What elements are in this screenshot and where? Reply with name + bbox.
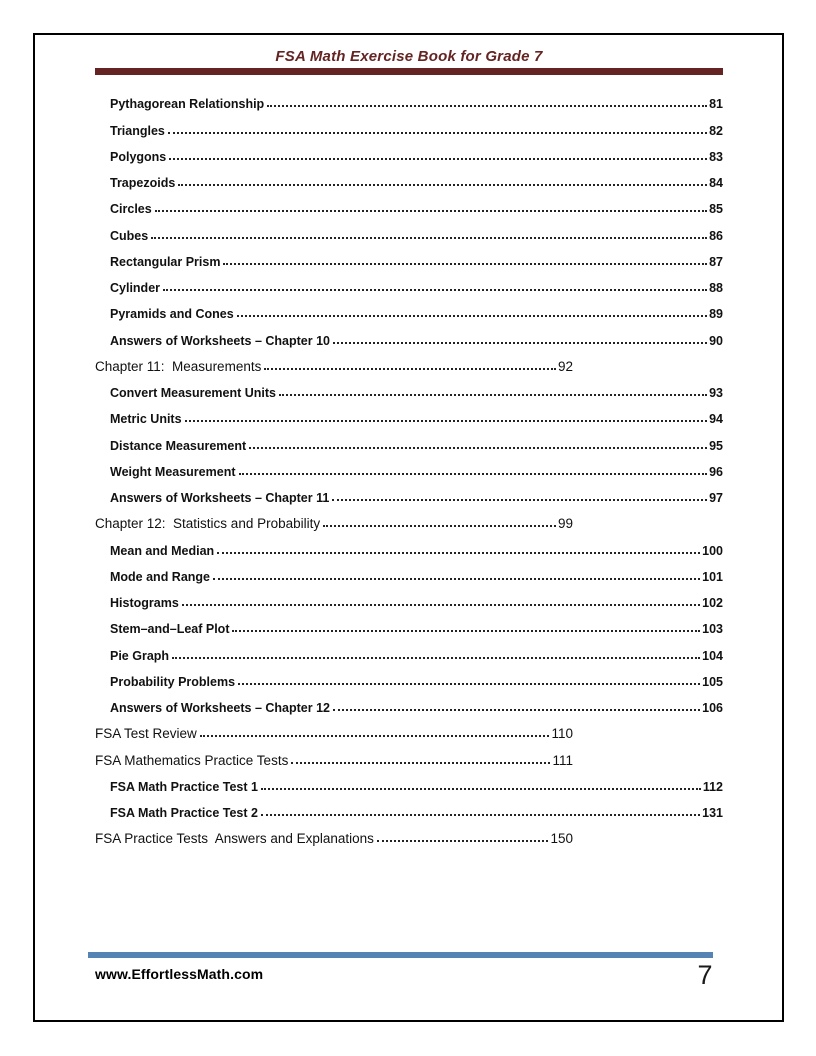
toc-dotted-leader (279, 394, 707, 396)
toc-entry-page-number: 150 (550, 831, 573, 847)
toc-entry[interactable] (95, 295, 723, 321)
toc-dotted-leader (239, 473, 708, 475)
toc-entry[interactable] (95, 216, 723, 242)
toc-entry-label: Triangles (110, 123, 165, 138)
toc-entry-label: Pythagorean Relationship (110, 97, 265, 112)
toc-entry[interactable] (95, 584, 723, 610)
toc-dotted-leader (267, 105, 707, 107)
toc-entry-page-number: 89 (709, 307, 723, 322)
toc-entry[interactable] (95, 479, 723, 505)
toc-entry[interactable] (95, 400, 723, 426)
toc-entry-label: Histograms (110, 596, 179, 610)
toc-dotted-leader (151, 237, 707, 239)
toc-entry-page-number: 87 (709, 254, 723, 269)
toc-entry-label: FSA Math Practice Test 1 (110, 779, 258, 794)
toc-dotted-leader (185, 420, 708, 422)
toc-entry-page-number: 93 (709, 386, 723, 400)
toc-entry-page-number: 85 (709, 202, 723, 217)
toc-dotted-leader (169, 158, 707, 160)
toc-dotted-leader (332, 499, 707, 501)
toc-entry[interactable] (95, 138, 723, 164)
toc-entry[interactable] (95, 531, 723, 557)
toc-entry-label: Cylinder (110, 281, 161, 295)
toc-entry-label: Answers of Worksheets – Chapter 10 (110, 333, 330, 348)
page-content (95, 48, 723, 846)
toc-entry-page-number: 103 (702, 622, 723, 637)
toc-entry-page-number: 102 (702, 596, 723, 610)
toc-entry[interactable] (95, 741, 573, 767)
toc-entry-page-number: 92 (557, 358, 573, 374)
toc-dotted-leader (249, 447, 707, 449)
toc-entry-page-number: 96 (709, 464, 723, 479)
toc-dotted-leader (261, 814, 700, 816)
toc-entry-page-number: 97 (709, 491, 723, 505)
header-rule (95, 68, 723, 75)
table-of-contents (95, 85, 723, 846)
toc-entry[interactable] (95, 111, 723, 137)
toc-entry-page-number: 104 (702, 648, 723, 663)
page-number: 7 (697, 960, 713, 990)
toc-entry[interactable] (95, 715, 573, 741)
toc-entry[interactable] (95, 794, 723, 820)
toc-dotted-leader (333, 709, 700, 711)
toc-entry-label: FSA Practice Tests Answers and Explanations (95, 831, 374, 847)
toc-dotted-leader (223, 263, 707, 265)
toc-entry-label: Convert Measurement Units (110, 386, 277, 400)
toc-entry-label: Weight Measurement (110, 464, 236, 479)
toc-entry[interactable] (95, 85, 723, 111)
toc-entry[interactable] (95, 164, 723, 190)
toc-dotted-leader (168, 132, 707, 134)
toc-entry-label: Distance Measurement (110, 438, 247, 453)
toc-entry[interactable] (95, 636, 723, 662)
toc-dotted-leader (264, 368, 556, 370)
toc-entry-label: Trapezoids (110, 176, 176, 190)
toc-entry-page-number: 106 (702, 701, 723, 715)
toc-dotted-leader (238, 683, 700, 685)
toc-entry-page-number: 90 (709, 333, 723, 348)
toc-entry-label: FSA Mathematics Practice Tests (95, 752, 289, 768)
toc-entry[interactable] (95, 269, 723, 295)
toc-entry-page-number: 88 (709, 281, 723, 295)
toc-entry-page-number: 82 (709, 123, 723, 138)
toc-entry[interactable] (95, 453, 723, 479)
toc-entry-label: Mode and Range (110, 569, 211, 584)
toc-dotted-leader (200, 735, 550, 737)
toc-entry-page-number: 100 (702, 543, 723, 558)
toc-entry[interactable] (95, 426, 723, 452)
book-title-header: FSA Math Exercise Book for Grade 7 (275, 48, 543, 65)
footer-rule (88, 952, 713, 958)
toc-entry[interactable] (95, 321, 723, 347)
toc-entry[interactable] (95, 558, 723, 584)
toc-dotted-leader (182, 604, 700, 606)
toc-entry-label: Answers of Worksheets – Chapter 11 (110, 491, 330, 505)
toc-dotted-leader (172, 657, 700, 659)
toc-entry-label: Answers of Worksheets – Chapter 12 (110, 701, 330, 715)
toc-dotted-leader (155, 210, 707, 212)
toc-entry-page-number: 131 (702, 806, 723, 820)
toc-entry-label: Metric Units (110, 412, 182, 427)
toc-entry-page-number: 112 (702, 779, 723, 794)
toc-entry-page-number: 99 (557, 516, 573, 532)
toc-entry[interactable] (95, 374, 723, 400)
toc-entry-page-number: 83 (709, 149, 723, 164)
toc-entry-label: Polygons (110, 149, 167, 164)
toc-entry-page-number: 95 (709, 438, 723, 453)
toc-entry[interactable] (95, 689, 723, 715)
toc-dotted-leader (217, 552, 700, 554)
toc-entry[interactable] (95, 348, 573, 374)
footer-website-link[interactable]: www.EffortlessMath.com (95, 966, 264, 982)
toc-dotted-leader (261, 788, 701, 790)
toc-dotted-leader (163, 289, 707, 291)
toc-entry[interactable] (95, 505, 573, 531)
toc-entry[interactable] (95, 820, 573, 846)
toc-entry-label: Stem–and–Leaf Plot (110, 622, 230, 637)
toc-entry-page-number: 105 (702, 674, 723, 689)
toc-entry-page-number: 111 (552, 752, 573, 768)
toc-entry-page-number: 86 (709, 228, 723, 243)
toc-entry-label: Mean and Median (110, 543, 215, 558)
toc-dotted-leader (323, 525, 556, 527)
toc-entry[interactable] (95, 243, 723, 269)
toc-entry-label: FSA Test Review (95, 726, 197, 742)
toc-entry-label: Pie Graph (110, 648, 170, 663)
toc-entry-page-number: 84 (709, 176, 723, 190)
toc-dotted-leader (377, 840, 549, 842)
toc-entry-page-number: 110 (551, 726, 573, 742)
toc-entry-label: Chapter 12: Statistics and Probability (95, 516, 321, 532)
toc-entry-label: FSA Math Practice Test 2 (110, 806, 258, 820)
toc-entry-page-number: 81 (709, 97, 723, 112)
toc-entry-label: Probability Problems (110, 674, 236, 689)
toc-dotted-leader (333, 342, 707, 344)
toc-entry-label: Pyramids and Cones (110, 307, 234, 322)
toc-entry-label: Cubes (110, 228, 149, 243)
toc-entry[interactable] (95, 610, 723, 636)
toc-entry-label: Chapter 11: Measurements (95, 358, 262, 374)
toc-entry-label: Circles (110, 202, 152, 217)
toc-entry-page-number: 94 (709, 412, 723, 427)
toc-dotted-leader (213, 578, 700, 580)
toc-dotted-leader (178, 184, 707, 186)
toc-entry-page-number: 101 (702, 569, 723, 584)
toc-dotted-leader (237, 315, 707, 317)
toc-entry[interactable] (95, 768, 723, 794)
toc-dotted-leader (291, 762, 550, 764)
toc-entry[interactable] (95, 663, 723, 689)
toc-entry-label: Rectangular Prism (110, 254, 221, 269)
toc-entry[interactable] (95, 190, 723, 216)
toc-dotted-leader (232, 630, 700, 632)
